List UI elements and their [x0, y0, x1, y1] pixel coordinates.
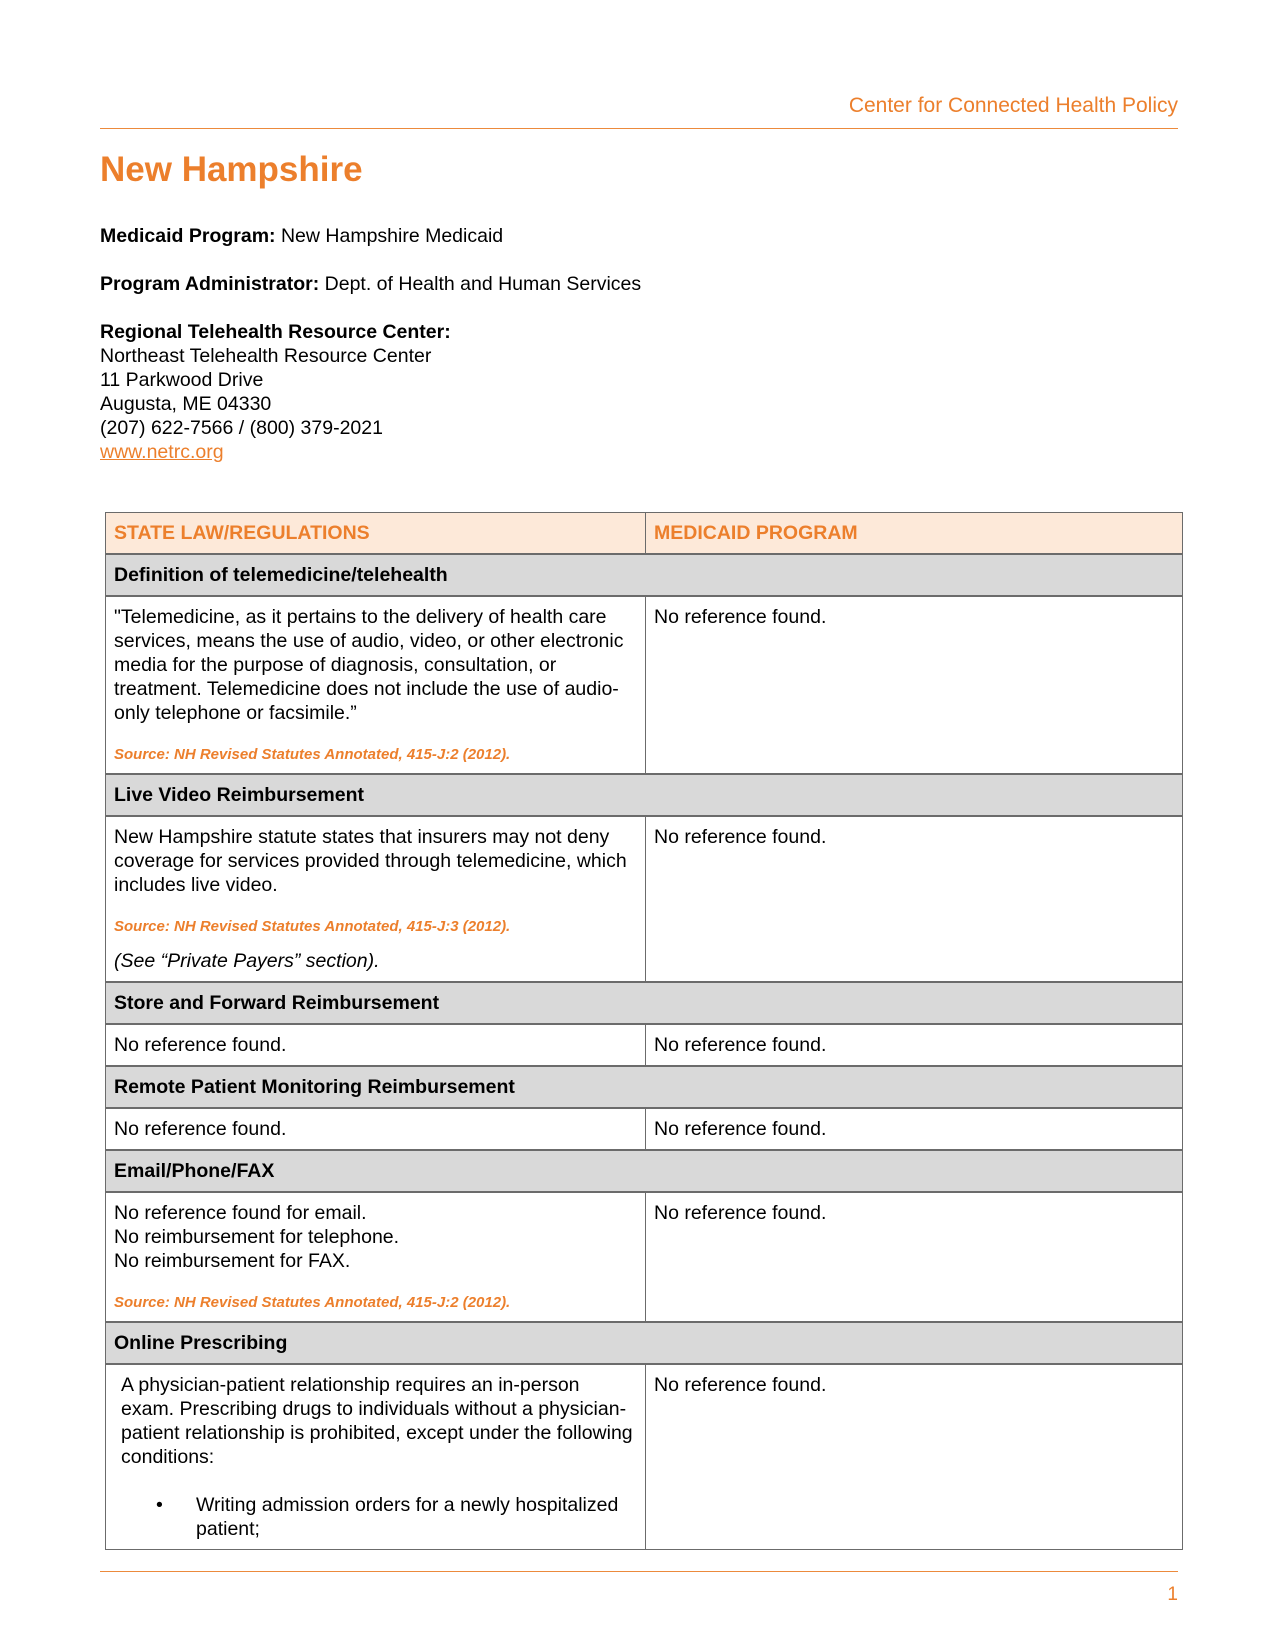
- section-title: Remote Patient Monitoring Reimbursement: [106, 1066, 1183, 1108]
- law-cell: [106, 1364, 646, 1550]
- medicaid-program-label: Medicaid Program:: [100, 225, 276, 247]
- law-source: Source: NH Revised Statutes Annotated, 415-J:3 (2012).: [114, 918, 511, 935]
- section-title: Store and Forward Reimbursement: [106, 982, 1183, 1024]
- law-bullet-item: [156, 1493, 637, 1541]
- bullet-icon: •: [156, 1494, 163, 1516]
- law-line: No reference found for email.: [114, 1202, 367, 1224]
- table-row: [106, 1192, 1183, 1322]
- section-title: Online Prescribing: [106, 1322, 1183, 1364]
- law-cell: [106, 596, 646, 774]
- law-bullet-text: Writing admission orders for a newly hospitalized patient;: [196, 1494, 619, 1540]
- section-title: Definition of telemedicine/telehealth: [106, 554, 1183, 596]
- section-band-email-phone-fax: [106, 1150, 1183, 1192]
- section-band-live-video: [106, 774, 1183, 816]
- section-title: Email/Phone/FAX: [106, 1150, 1183, 1192]
- law-line: No reimbursement for FAX.: [114, 1250, 351, 1272]
- law-source: Source: NH Revised Statutes Annotated, 415-J:2 (2012).: [114, 1294, 511, 1311]
- law-cell: No reference found.: [106, 1108, 646, 1150]
- resource-center-name: Northeast Telehealth Resource Center: [100, 345, 432, 367]
- medicaid-program-value: New Hampshire Medicaid: [280, 225, 504, 247]
- law-text: A physician-patient relationship requires an in-person exam. Prescribing drugs to individuals without a physician-patient relationship is prohibited, except under the following conditions:: [121, 1374, 633, 1468]
- law-bullet-list: [121, 1493, 637, 1541]
- medicaid-cell: No reference found.: [646, 1108, 1183, 1150]
- table-row: [106, 1024, 1183, 1066]
- medicaid-cell: No reference found.: [646, 596, 1183, 774]
- table-row: [106, 816, 1183, 982]
- page-header: [100, 92, 1178, 129]
- program-administrator-value: Dept. of Health and Human Services: [324, 273, 642, 295]
- resource-center-label: Regional Telehealth Resource Center:: [100, 321, 451, 343]
- page-footer: [100, 1571, 1178, 1605]
- medicaid-cell: No reference found.: [646, 816, 1183, 982]
- resource-center-block: [100, 320, 451, 464]
- section-title: Live Video Reimbursement: [106, 774, 1183, 816]
- medicaid-cell: No reference found.: [646, 1024, 1183, 1066]
- law-text: "Telemedicine, as it pertains to the delivery of health care services, means the use of audio, video, or other electronic media for the purpose of diagnosis, consultation, or treatment. Telemedicine does not include the use of audio-only telephone or facsimile.”: [114, 606, 624, 724]
- program-administrator-line: [100, 272, 641, 296]
- table-row: [106, 1108, 1183, 1150]
- table-row: [106, 596, 1183, 774]
- law-text: New Hampshire statute states that insurers may not deny coverage for services provided through telemedicine, which includes live video.: [114, 826, 627, 896]
- section-band-definition: [106, 554, 1183, 596]
- section-band-store-forward: [106, 982, 1183, 1024]
- section-band-online-prescribing: [106, 1322, 1183, 1364]
- law-cell: [106, 1192, 646, 1322]
- law-cell: [106, 816, 646, 982]
- organization-name: Center for Connected Health Policy: [848, 94, 1178, 117]
- section-band-remote-monitoring: [106, 1066, 1183, 1108]
- resource-center-street: 11 Parkwood Drive: [100, 369, 264, 391]
- law-note: (See “Private Payers” section).: [114, 950, 380, 972]
- medicaid-cell: No reference found.: [646, 1364, 1183, 1550]
- resource-center-phone: (207) 622-7566 / (800) 379-2021: [100, 417, 383, 439]
- program-administrator-label: Program Administrator:: [100, 273, 320, 295]
- table-header-row: [106, 513, 1183, 555]
- law-line: No reimbursement for telephone.: [114, 1226, 400, 1248]
- resource-center-website-link[interactable]: www.netrc.org: [100, 441, 224, 463]
- medicaid-program-line: [100, 224, 503, 248]
- law-cell: No reference found.: [106, 1024, 646, 1066]
- medicaid-cell: No reference found.: [646, 1192, 1183, 1322]
- policy-table: [105, 512, 1183, 1550]
- page-number: 1: [1167, 1584, 1178, 1605]
- column-header-medicaid: MEDICAID PROGRAM: [646, 513, 1183, 555]
- law-source: Source: NH Revised Statutes Annotated, 415-J:2 (2012).: [114, 746, 511, 763]
- table-row: [106, 1364, 1183, 1550]
- column-header-state-law: STATE LAW/REGULATIONS: [106, 513, 646, 555]
- page-title: New Hampshire: [100, 150, 363, 189]
- resource-center-city: Augusta, ME 04330: [100, 393, 272, 415]
